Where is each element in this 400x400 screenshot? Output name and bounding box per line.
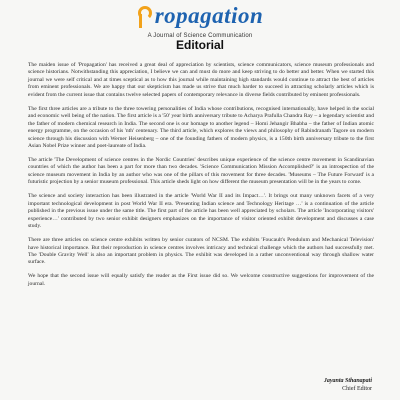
signature-block	[324, 378, 372, 393]
journal-logo	[137, 4, 264, 28]
paragraph: The article 'The Development of science centres in the Nordic Countries' describes unique experience of the science centre movement in Scandinavian countries of which the author has been a part for more than two decades. 'Science Communication Mission Accomplished?' is an introspection of the science museum movement in India by an author who was one of the pillars of this movement for three decades. 'Museums – The Future Forward' is a futuristic projection by a senior museum professional. This article sheds light on how different the museum presentation will be in the years to come.	[28, 156, 374, 186]
paragraph: The first three articles are a tribute to the three towering personalities of India whose contributions, recognised internationally, have helped in the social and economic well being of the nation. The first article is a '50' year birth anniversary tribute to Acharya Prafulla Chandra Ray – a legendary scientist and the father of modern chemical research in India. The second one is our homage to another legend – Homi Jehangir Bhabha – the father of Indian atomic energy programme, on the occasion of his 'nth' centenary. The third article, which explores the views and philosophy of Rabindranath Tagore on modern science through his discussion with Werner Heisenberg – one of the founding fathers of modern physics, is a 150th birth anniversary tribute to the first Asian Nobel Prize winner and poet-laureate of India.	[28, 105, 374, 150]
editorial-body	[28, 62, 374, 295]
propagation-logo-icon	[137, 6, 154, 28]
paragraph: There are three articles on science centre exhibits written by senior curators of NCSM. The exhibits 'Foucault's Pendulum and Mechanical Television' have historical importance. But their reproduction in science centres involves intricacy and technical challenge which the authors had successfully met. The 'Double Gravity Well' is also an important problem in physics. The exhibit was developed in a rather unconventional way through shallow water surface.	[28, 237, 374, 266]
journal-tagline: A Journal of Science Communication	[147, 33, 253, 39]
logo-text: ropagation	[154, 3, 264, 28]
editor-name: Jayanta Sthanapati	[323, 378, 372, 384]
editor-role: Chief Editor	[342, 385, 372, 392]
page-title: Editorial	[175, 38, 224, 52]
paragraph: The maiden issue of 'Propagation' has received a great deal of appreciation by scientists, science communicators, science museum professionals and science historians. Notwithstanding this appreciation, I believe we can and must do more and keep striving to do better and better. When we started this journal we were self critical and at times sceptical as to how this journal while maintaining high standards would continue to attract the best of articles from eminent professionals. We are happy that our skepticism has made us strive that much harder to succeed in attracting scholarly articles which is evident from the current issue that contains twelve selected papers of contemporary relevance in diverse fields contributed by eminent professionals.	[28, 62, 374, 98]
masthead	[0, 4, 400, 39]
paragraph: The science and society interaction has been illustrated in the article 'World War II and its Impact…'. It brings out many unknown facets of a very important technological development in post World War II era. 'Presenting Indian science and Technology Heritage …' is a continuation of the article published in the previous issue under the same title. The first part of the article has been well appreciated by scholars. The article 'Incorporating visitors' experience…' contributed by two senior exhibit designers emphasizes on the importance of visitor oriented exhibit development and discusses a case study.	[28, 193, 374, 230]
paragraph: We hope that the second issue will equally satisfy the reader as the First issue did so. We welcome constructive suggestions for improvement of the journal.	[28, 273, 374, 287]
